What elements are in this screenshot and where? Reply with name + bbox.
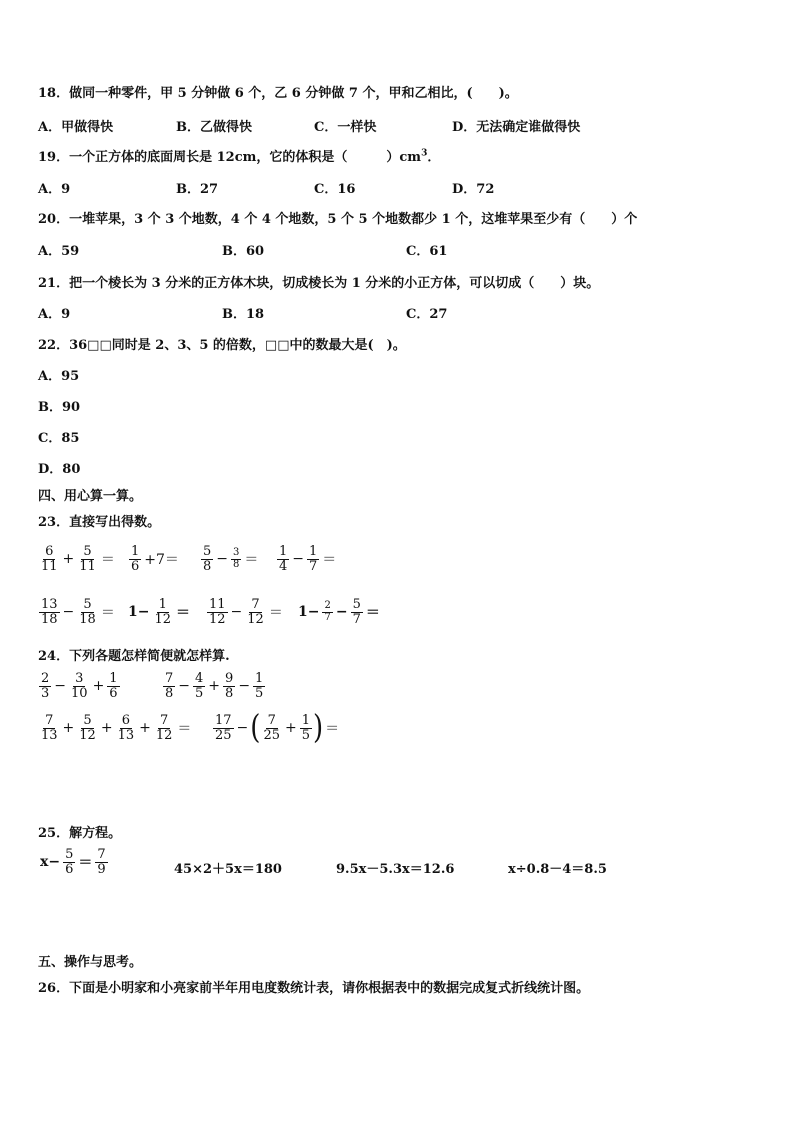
fraction: $\frac{1}{5}$ [255,671,264,701]
q24-expr-3: $\frac{7}{13}$ + $\frac{5}{12}$ + $\frac{6}{13}$ + $\frac{7}{12}$ ＝ [41,713,192,743]
question-25-stem: 25．解方程。 [38,826,122,841]
fraction: $\frac{7}{9}$ [97,847,106,877]
q22-option-a: A．95 [38,369,80,384]
q25-equation-3: 9.5x－5.3x＝12.6 [336,862,455,877]
q24-expr-1: $\frac{2}{3}$ − $\frac{3}{10}$ + $\frac{1}{6}$ [41,671,118,701]
q24-expr-4: $\frac{17}{25}$ − ( $\frac{7}{25}$ + $\frac{1}{5}$ ) ＝ [215,709,340,747]
fraction: $\frac{5}{11}$ [79,544,96,574]
question-19-stem: 19．一个正方体的底面周长是 12cm，它的体积是（ ）$cm^3$． [38,148,441,165]
question-18-stem: 18．做同一种零件，甲 5 分钟做 6 个，乙 6 分钟做 7 个，甲和乙相比，( )。 [38,86,518,101]
q23-expr-3: $\frac{5}{8}$ − $\frac{3}{8}$ ＝ [203,544,259,574]
fraction: $\frac{11}{12}$ [209,597,226,627]
question-23-stem: 23．直接写出得数。 [38,515,161,530]
fraction: $\frac{1}{6}$ [109,671,118,701]
fraction: $\frac{5}{8}$ [203,544,212,574]
fraction: $\frac{5}{12}$ [79,713,96,743]
fraction: $\frac{6}{13}$ [117,713,135,743]
fraction: $\frac{1}{5}$ [301,713,310,743]
fraction: $\frac{7}{25}$ [263,713,280,743]
q20-option-a: A．59 [38,244,80,259]
fraction: $\frac{9}{8}$ [225,671,234,701]
q19-option-c: C．16 [314,182,356,197]
q18-option-b: B．乙做得快 [176,120,252,135]
q23-expr-7: $\frac{11}{12}$ − $\frac{7}{12}$ ＝ [209,597,283,627]
q19-option-a: A．9 [38,182,71,197]
fraction: $\frac{13}{18}$ [41,597,58,627]
fraction: $\frac{1}{6}$ [131,544,140,574]
fraction: $\frac{7}{13}$ [41,713,58,743]
q21-option-a: A．9 [38,307,71,322]
q23-expr-5: $\frac{13}{18}$ − $\frac{5}{18}$ ＝ [41,597,115,627]
fraction: $\frac{5}{18}$ [79,597,96,627]
fraction: $\frac{1}{12}$ [154,597,172,627]
fraction: $\frac{5}{7}$ [352,597,361,627]
q25-equation-2: 45×2＋5x＝180 [174,862,282,877]
fraction: $\frac{6}{11}$ [41,544,58,574]
q23-expr-6: 1− $\frac{1}{12}$ ＝ [128,597,191,627]
fraction: $\frac{17}{25}$ [215,713,232,743]
q22-option-b: B．90 [38,400,81,415]
fraction: $\frac{3}{8}$ [233,547,240,570]
q18-option-a: A．甲做得快 [38,120,114,135]
fraction: $\frac{5}{6}$ [65,847,74,877]
fraction: $\frac{4}{5}$ [195,671,204,701]
fraction: $\frac{7}{12}$ [155,713,173,743]
section-5-heading: 五、操作与思考。 [38,955,143,970]
fraction: $\frac{7}{8}$ [165,671,174,701]
q21-option-b: B．18 [222,307,265,322]
question-26-stem: 26．下面是小明家和小亮家前半年用电度数统计表，请你根据表中的数据完成复式折线统计图。 [38,981,590,996]
fraction: $\frac{1}{7}$ [309,544,318,574]
q19-option-d: D．72 [452,182,495,197]
q25-equation-1: x− $\frac{5}{6}$ ＝ $\frac{7}{9}$ [40,847,106,877]
q23-expr-2: $\frac{1}{6}$ +7＝ [131,544,179,574]
q18-option-d: D．无法确定谁做得快 [452,120,581,135]
q25-equation-4: x÷0.8－4＝8.5 [508,862,607,877]
q24-expr-2: $\frac{7}{8}$ − $\frac{4}{5}$ + $\frac{9}{8}$ − $\frac{1}{5}$ [165,671,264,701]
q22-option-c: C．85 [38,431,80,446]
section-4-heading: 四、用心算一算。 [38,489,143,504]
question-22-stem: 22．36□□同时是 2、3、5 的倍数，□□中的数最大是( )。 [38,338,406,353]
fraction: $\frac{2}{3}$ [41,671,50,701]
q19-option-b: B．27 [176,182,219,197]
fraction: $\frac{3}{10}$ [71,671,88,701]
q20-option-c: C．61 [406,244,448,259]
fraction: $\frac{1}{4}$ [279,544,288,574]
q23-expr-8: 1− $\frac{2}{7}$ − $\frac{5}{7}$ ＝ [298,597,380,627]
question-21-stem: 21．把一个棱长为 3 分米的正方体木块，切成棱长为 1 分米的小正方体，可以切成（ ）块。 [38,276,600,291]
fraction: $\frac{7}{12}$ [247,597,264,627]
q20-option-b: B．60 [222,244,265,259]
q18-option-c: C．一样快 [314,120,377,135]
q23-expr-1: $\frac{6}{11}$ + $\frac{5}{11}$ ＝ [41,544,115,574]
fraction: $\frac{2}{7}$ [324,600,331,623]
q21-option-c: C．27 [406,307,448,322]
q23-expr-4: $\frac{1}{4}$ − $\frac{1}{7}$ ＝ [279,544,337,574]
question-20-stem: 20．一堆苹果，3 个 3 个地数，4 个 4 个地数，5 个 5 个地数都少 1 个，这堆苹果至少有（ ）个 [38,212,638,227]
question-24-stem: 24．下列各题怎样简便就怎样算. [38,649,230,664]
q22-option-d: D．80 [38,462,81,477]
